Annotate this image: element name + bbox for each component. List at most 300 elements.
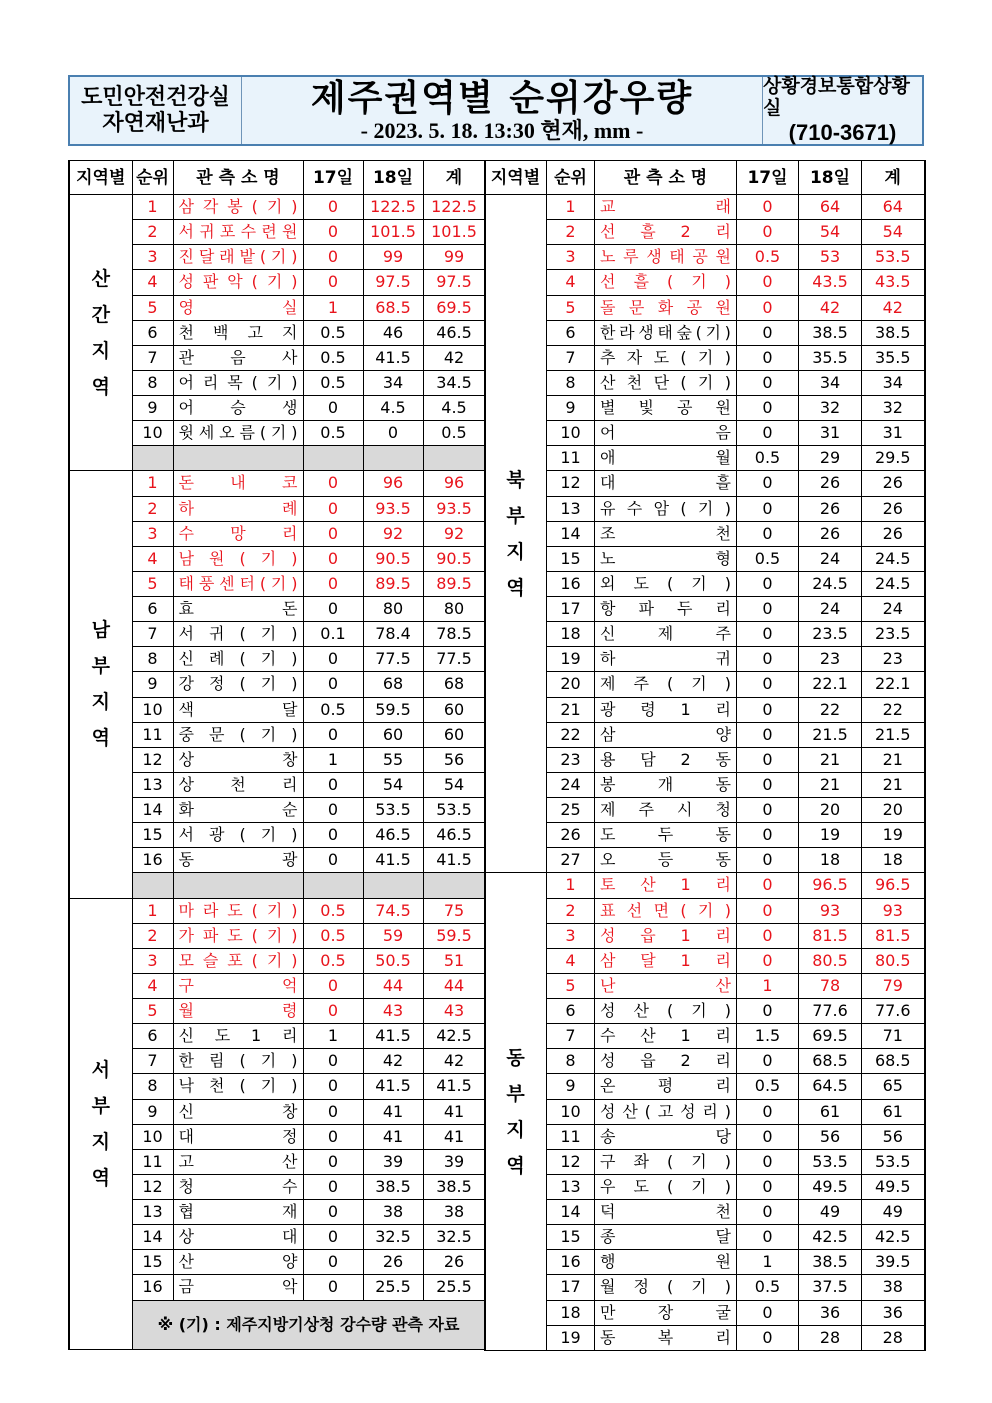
station-name-cell xyxy=(173,747,303,772)
day18-cell: 55 xyxy=(363,747,423,772)
rank-cell: 3 xyxy=(132,521,173,546)
station-name-cell xyxy=(173,220,303,245)
rank-cell: 8 xyxy=(132,1074,173,1099)
station-name: 삼 양 xyxy=(600,724,731,744)
table-row xyxy=(485,722,925,747)
total-cell: 34 xyxy=(862,370,925,395)
table-row xyxy=(485,873,925,898)
station-name: 온 평 리 xyxy=(600,1076,731,1096)
station-name: 남 원 ( 기 ) xyxy=(178,548,298,568)
rank-cell: 16 xyxy=(547,1250,595,1275)
day17-cell: 0.5 xyxy=(303,370,363,395)
station-name-cell xyxy=(595,923,737,948)
station-name: 우 도 ( 기 ) xyxy=(600,1176,731,1196)
total-cell: 26 xyxy=(862,521,925,546)
day18-cell: 26 xyxy=(799,471,862,496)
table-row xyxy=(485,1074,925,1099)
table-row xyxy=(69,999,485,1024)
table-row xyxy=(485,1149,925,1174)
station-name-cell xyxy=(173,973,303,998)
station-name-cell xyxy=(173,898,303,923)
table-row xyxy=(69,396,485,421)
col-total: 계 xyxy=(862,161,925,195)
total-cell: 80 xyxy=(423,597,485,622)
day18-cell: 53.5 xyxy=(799,1149,862,1174)
station-name-cell xyxy=(595,1250,737,1275)
table-row xyxy=(69,1275,485,1300)
station-name-cell xyxy=(173,345,303,370)
day18-cell: 26 xyxy=(363,1250,423,1275)
rank-cell: 6 xyxy=(132,597,173,622)
table-row xyxy=(485,672,925,697)
day17-cell: 1 xyxy=(737,973,799,998)
day18-cell: 41 xyxy=(363,1099,423,1124)
table-row xyxy=(69,823,485,848)
day17-cell: 0 xyxy=(737,270,799,295)
station-name-cell xyxy=(595,1174,737,1199)
day17-cell: 0 xyxy=(737,195,799,220)
station-name-cell xyxy=(595,320,737,345)
rank-cell: 23 xyxy=(547,747,595,772)
station-name: 동 광 xyxy=(178,850,298,870)
station-name: 토 산 1 리 xyxy=(600,875,731,895)
day18-cell: 81.5 xyxy=(799,923,862,948)
station-name: 노 루 생 태 공 원 xyxy=(600,247,731,267)
table-row xyxy=(69,220,485,245)
day17-cell: 0 xyxy=(303,597,363,622)
table-row xyxy=(485,270,925,295)
station-name-cell xyxy=(595,195,737,220)
day17-cell: 0 xyxy=(737,772,799,797)
station-name: 마 라 도 ( 기 ) xyxy=(178,900,298,920)
day18-cell: 38.5 xyxy=(363,1174,423,1199)
table-row xyxy=(485,1225,925,1250)
station-name: 윗 세 오 름 ( 기 ) xyxy=(178,423,298,443)
day18-cell: 61 xyxy=(799,1099,862,1124)
rank-cell: 17 xyxy=(547,597,595,622)
station-name: 효 돈 xyxy=(178,599,298,619)
station-name: 서 귀 포 수 련 원 xyxy=(178,222,298,242)
station-name-cell xyxy=(595,647,737,672)
day18-cell: 29 xyxy=(799,446,862,471)
spacer-cell xyxy=(132,873,173,898)
rank-cell: 2 xyxy=(132,496,173,521)
table-row xyxy=(485,245,925,270)
rank-cell: 22 xyxy=(547,722,595,747)
day18-cell: 26 xyxy=(799,496,862,521)
total-cell: 24.5 xyxy=(862,546,925,571)
day17-cell: 0 xyxy=(737,622,799,647)
page-subtitle: - 2023. 5. 18. 13:30 현재, mm - xyxy=(360,117,644,143)
station-name-cell xyxy=(173,1275,303,1300)
total-cell: 21.5 xyxy=(862,722,925,747)
total-cell: 42.5 xyxy=(423,1024,485,1049)
rank-cell: 26 xyxy=(547,823,595,848)
station-name: 도 두 동 xyxy=(600,825,731,845)
station-name-cell xyxy=(595,521,737,546)
day17-cell: 0.5 xyxy=(303,320,363,345)
rank-cell: 27 xyxy=(547,848,595,873)
total-cell: 23.5 xyxy=(862,622,925,647)
day18-cell: 21 xyxy=(799,747,862,772)
day18-cell: 32 xyxy=(799,396,862,421)
table-row xyxy=(485,1024,925,1049)
total-cell: 53.5 xyxy=(862,245,925,270)
table-row xyxy=(69,1074,485,1099)
station-name-cell xyxy=(173,1225,303,1250)
station-name: 강 정 ( 기 ) xyxy=(178,674,298,694)
day18-cell: 80.5 xyxy=(799,948,862,973)
total-cell: 46.5 xyxy=(423,823,485,848)
day18-cell: 36 xyxy=(799,1300,862,1325)
table-row xyxy=(485,747,925,772)
rank-cell: 14 xyxy=(547,1200,595,1225)
rank-cell: 10 xyxy=(132,421,173,446)
day17-cell: 0 xyxy=(737,1149,799,1174)
station-name: 난 산 xyxy=(600,975,731,995)
rank-cell: 15 xyxy=(132,823,173,848)
station-name-cell xyxy=(595,848,737,873)
day17-cell: 0 xyxy=(737,722,799,747)
table-row xyxy=(69,1024,485,1049)
table-row xyxy=(485,1325,925,1350)
day18-cell: 77.6 xyxy=(799,999,862,1024)
station-name: 서 광 ( 기 ) xyxy=(178,825,298,845)
rank-cell: 14 xyxy=(132,1225,173,1250)
total-cell: 93.5 xyxy=(423,496,485,521)
table-row xyxy=(485,1275,925,1300)
rank-cell: 9 xyxy=(132,1099,173,1124)
day18-cell: 50.5 xyxy=(363,948,423,973)
rank-cell: 4 xyxy=(132,973,173,998)
day17-cell: 0 xyxy=(303,396,363,421)
table-row xyxy=(69,1099,485,1124)
station-name-cell xyxy=(595,1124,737,1149)
total-cell: 96 xyxy=(423,471,485,496)
total-cell: 31 xyxy=(862,421,925,446)
day18-cell: 34 xyxy=(363,370,423,395)
title-box xyxy=(242,77,762,144)
station-name: 낙 천 ( 기 ) xyxy=(178,1076,298,1096)
day18-cell: 31 xyxy=(799,421,862,446)
rainfall-table-right xyxy=(484,160,926,1351)
total-cell: 38.5 xyxy=(423,1174,485,1199)
day18-cell: 39 xyxy=(363,1149,423,1174)
col-station: 관 측 소 명 xyxy=(595,161,737,195)
day17-cell: 0 xyxy=(737,923,799,948)
day18-cell: 18 xyxy=(799,848,862,873)
day17-cell: 0 xyxy=(737,898,799,923)
rank-cell: 4 xyxy=(547,948,595,973)
table-row xyxy=(69,722,485,747)
spacer-cell xyxy=(423,446,485,471)
station-name-cell xyxy=(173,195,303,220)
rank-cell: 17 xyxy=(547,1275,595,1300)
rank-cell: 11 xyxy=(547,446,595,471)
total-cell: 38.5 xyxy=(862,320,925,345)
table-row xyxy=(69,597,485,622)
day18-cell: 21 xyxy=(799,772,862,797)
day17-cell: 0 xyxy=(303,1174,363,1199)
day18-cell: 46 xyxy=(363,320,423,345)
total-cell: 41 xyxy=(423,1099,485,1124)
day18-cell: 92 xyxy=(363,521,423,546)
day17-cell: 0 xyxy=(737,948,799,973)
rank-cell: 8 xyxy=(547,370,595,395)
col-region: 지역별 xyxy=(485,161,547,195)
region-label-seobu: 서 부 지 역 xyxy=(69,898,132,1349)
total-cell: 29.5 xyxy=(862,446,925,471)
station-name: 어 리 목 ( 기 ) xyxy=(178,372,298,392)
day17-cell: 0.5 xyxy=(737,446,799,471)
table-row xyxy=(485,345,925,370)
day17-cell: 0 xyxy=(737,672,799,697)
col-region: 지역별 xyxy=(69,161,132,195)
station-name: 광 령 1 리 xyxy=(600,699,731,719)
station-name: 유 수 암 ( 기 ) xyxy=(600,498,731,518)
spacer-row xyxy=(69,446,485,471)
rank-cell: 3 xyxy=(132,948,173,973)
station-name: 청 수 xyxy=(178,1176,298,1196)
total-cell: 18 xyxy=(862,848,925,873)
day18-cell: 93 xyxy=(799,898,862,923)
station-name: 신 창 xyxy=(178,1101,298,1121)
day18-cell: 19 xyxy=(799,823,862,848)
table-row xyxy=(485,521,925,546)
day17-cell: 0 xyxy=(737,848,799,873)
day17-cell: 0 xyxy=(737,597,799,622)
table-row xyxy=(69,571,485,596)
table-row xyxy=(69,421,485,446)
day17-cell: 0 xyxy=(303,1149,363,1174)
table-row xyxy=(485,1124,925,1149)
day18-cell: 38.5 xyxy=(799,320,862,345)
rank-cell: 2 xyxy=(132,220,173,245)
rank-cell: 1 xyxy=(132,898,173,923)
total-cell: 36 xyxy=(862,1300,925,1325)
station-name: 모 슬 포 ( 기 ) xyxy=(178,950,298,970)
station-name: 항 파 두 리 xyxy=(600,599,731,619)
day18-cell: 41.5 xyxy=(363,848,423,873)
station-name: 송 당 xyxy=(600,1126,731,1146)
total-cell: 22.1 xyxy=(862,672,925,697)
rank-cell: 4 xyxy=(547,270,595,295)
day18-cell: 20 xyxy=(799,798,862,823)
col-rank: 순위 xyxy=(132,161,173,195)
station-name-cell xyxy=(173,597,303,622)
station-name-cell xyxy=(595,973,737,998)
total-cell: 49.5 xyxy=(862,1174,925,1199)
day17-cell: 1 xyxy=(737,1250,799,1275)
station-name: 노 형 xyxy=(600,548,731,568)
station-name-cell xyxy=(173,1200,303,1225)
rank-cell: 15 xyxy=(547,1225,595,1250)
station-name-cell xyxy=(173,622,303,647)
department-box xyxy=(70,77,242,144)
station-name-cell xyxy=(173,697,303,722)
rank-cell: 12 xyxy=(547,471,595,496)
day17-cell: 0 xyxy=(737,1099,799,1124)
day17-cell: 0 xyxy=(303,1074,363,1099)
day17-cell: 0 xyxy=(737,647,799,672)
station-name-cell xyxy=(595,1300,737,1325)
col-day17: 17일 xyxy=(303,161,363,195)
col-total: 계 xyxy=(423,161,485,195)
table-row xyxy=(485,1200,925,1225)
rank-cell: 19 xyxy=(547,647,595,672)
total-cell: 53.5 xyxy=(862,1149,925,1174)
station-name-cell xyxy=(595,999,737,1024)
total-cell: 92 xyxy=(423,521,485,546)
total-cell: 42 xyxy=(423,345,485,370)
rank-cell: 11 xyxy=(547,1124,595,1149)
day17-cell: 0 xyxy=(303,1250,363,1275)
station-name: 상 대 xyxy=(178,1227,298,1247)
day17-cell: 0 xyxy=(303,471,363,496)
table-row xyxy=(69,1149,485,1174)
day17-cell: 0.5 xyxy=(737,546,799,571)
rank-cell: 2 xyxy=(547,898,595,923)
station-name: 어 음 xyxy=(600,423,731,443)
rank-cell: 13 xyxy=(132,1200,173,1225)
station-name: 가 파 도 ( 기 ) xyxy=(178,925,298,945)
station-name: 진 달 래 밭 ( 기 ) xyxy=(178,247,298,267)
contact-box xyxy=(762,77,922,144)
total-cell: 38 xyxy=(423,1200,485,1225)
station-name-cell xyxy=(173,1099,303,1124)
station-name: 색 달 xyxy=(178,699,298,719)
day17-cell: 0 xyxy=(303,973,363,998)
station-name: 제 주 ( 기 ) xyxy=(600,674,731,694)
total-cell: 41.5 xyxy=(423,848,485,873)
day17-cell: 0 xyxy=(737,823,799,848)
table-row xyxy=(485,320,925,345)
rank-cell: 10 xyxy=(547,1099,595,1124)
station-name-cell xyxy=(595,898,737,923)
day18-cell: 97.5 xyxy=(363,270,423,295)
rank-cell: 9 xyxy=(547,396,595,421)
station-name-cell xyxy=(595,672,737,697)
rank-cell: 5 xyxy=(132,999,173,1024)
station-name: 선 흘 ( 기 ) xyxy=(600,272,731,292)
day17-cell: 0.5 xyxy=(303,697,363,722)
table-header-row xyxy=(485,161,925,195)
day17-cell: 0 xyxy=(303,798,363,823)
day17-cell: 0 xyxy=(737,1300,799,1325)
table-row xyxy=(485,1099,925,1124)
station-name-cell xyxy=(173,1074,303,1099)
table-row xyxy=(485,948,925,973)
station-name-cell xyxy=(173,1024,303,1049)
spacer-row xyxy=(69,873,485,898)
station-name: 영 실 xyxy=(178,297,298,317)
station-name: 삼 각 봉 ( 기 ) xyxy=(178,197,298,217)
day18-cell: 38 xyxy=(363,1200,423,1225)
day18-cell: 41.5 xyxy=(363,345,423,370)
col-rank: 순위 xyxy=(547,161,595,195)
station-name: 산 양 xyxy=(178,1252,298,1272)
table-row xyxy=(485,1250,925,1275)
station-name-cell xyxy=(173,1124,303,1149)
col-day18: 18일 xyxy=(363,161,423,195)
table-row xyxy=(485,772,925,797)
day18-cell: 35.5 xyxy=(799,345,862,370)
total-cell: 24.5 xyxy=(862,571,925,596)
table-row xyxy=(69,772,485,797)
day18-cell: 89.5 xyxy=(363,571,423,596)
station-name: 태 풍 센 터 ( 기 ) xyxy=(178,573,298,593)
station-name: 성 산 ( 고 성 리 ) xyxy=(600,1101,731,1121)
day18-cell: 23 xyxy=(799,647,862,672)
day18-cell: 28 xyxy=(799,1325,862,1350)
station-name-cell xyxy=(595,823,737,848)
station-name: 종 달 xyxy=(600,1227,731,1247)
day18-cell: 59.5 xyxy=(363,697,423,722)
day18-cell: 54 xyxy=(363,772,423,797)
table-row xyxy=(485,622,925,647)
day18-cell: 64 xyxy=(799,195,862,220)
total-cell: 101.5 xyxy=(423,220,485,245)
table-row xyxy=(69,295,485,320)
rank-cell: 1 xyxy=(132,471,173,496)
rank-cell: 7 xyxy=(547,1024,595,1049)
day17-cell: 0 xyxy=(737,1049,799,1074)
spacer-cell xyxy=(132,446,173,471)
total-cell: 68.5 xyxy=(862,1049,925,1074)
table-row xyxy=(485,571,925,596)
rank-cell: 1 xyxy=(547,195,595,220)
table-row xyxy=(485,496,925,521)
day18-cell: 90.5 xyxy=(363,546,423,571)
rank-cell: 2 xyxy=(547,220,595,245)
table-row xyxy=(485,798,925,823)
rank-cell: 7 xyxy=(132,1049,173,1074)
day18-cell: 49.5 xyxy=(799,1174,862,1199)
station-name-cell xyxy=(173,647,303,672)
day17-cell: 0 xyxy=(737,496,799,521)
table-row xyxy=(69,747,485,772)
day17-cell: 0 xyxy=(303,722,363,747)
day17-cell: 0 xyxy=(737,396,799,421)
table-row xyxy=(69,1200,485,1225)
day17-cell: 0.5 xyxy=(303,898,363,923)
station-name: 제 주 시 청 xyxy=(600,800,731,820)
table-row xyxy=(69,848,485,873)
total-cell: 25.5 xyxy=(423,1275,485,1300)
table-row xyxy=(69,345,485,370)
rank-cell: 7 xyxy=(547,345,595,370)
station-name-cell xyxy=(595,1024,737,1049)
day17-cell: 0 xyxy=(737,521,799,546)
day18-cell: 68 xyxy=(363,672,423,697)
station-name-cell xyxy=(595,396,737,421)
day18-cell: 24 xyxy=(799,546,862,571)
total-cell: 61 xyxy=(862,1099,925,1124)
rank-cell: 16 xyxy=(547,571,595,596)
table-row xyxy=(69,320,485,345)
station-name: 서 귀 ( 기 ) xyxy=(178,624,298,644)
rank-cell: 12 xyxy=(132,1174,173,1199)
day18-cell: 74.5 xyxy=(363,898,423,923)
rank-cell: 1 xyxy=(132,195,173,220)
total-cell: 38 xyxy=(862,1275,925,1300)
day17-cell: 0 xyxy=(737,1124,799,1149)
station-name-cell xyxy=(173,999,303,1024)
station-name-cell xyxy=(173,1049,303,1074)
day17-cell: 0 xyxy=(303,1200,363,1225)
station-name-cell xyxy=(173,1250,303,1275)
rank-cell: 6 xyxy=(547,320,595,345)
